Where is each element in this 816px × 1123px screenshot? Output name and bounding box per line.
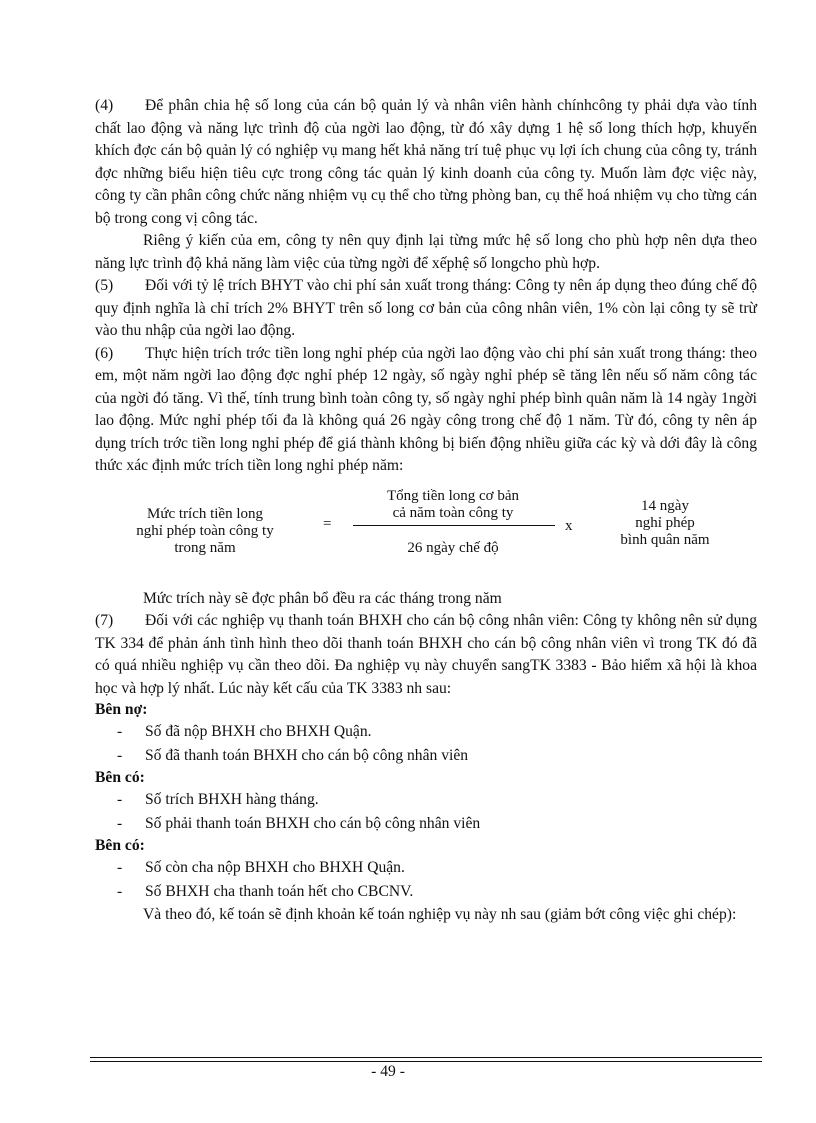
document-page xyxy=(95,95,757,927)
paragraph-7 xyxy=(95,610,757,700)
page-number: - 49 - xyxy=(371,1063,405,1080)
paragraph-text: Để phân chia hệ số long của cán bộ quản lý và nhân viên hành chínhcông ty phải dựa vào tính chất lao động và năng lực trình độ của ngời lao động, từ đó xây dựng 1 hệ số long thích hợp, khuyến khích đợc cán bộ quản lý có nghiệp vụ mang hết khả năng trí tuệ phục vụ lợi ích chung của công ty, tránh đợc những biểu hiện tiêu cực trong công tác quản lý kinh doanh của công ty. Muốn làm đợc việc này, công ty cần phân công chức năng nhiệm vụ cụ thể cho từng phòng ban, cụ thể hoá nhiệm vụ cho từng cán bộ trong cong vị công tác. xyxy=(95,97,757,227)
formula-denominator: 26 ngày chế độ xyxy=(407,539,499,556)
paragraph-6-allocation: Mức trích này sẽ đợc phân bổ đều ra các tháng trong năm xyxy=(143,589,502,607)
paragraph-number: (5) xyxy=(95,277,114,294)
list-item xyxy=(95,812,757,836)
section-heading-debit: Bên nợ: xyxy=(95,701,148,718)
paragraph-6 xyxy=(95,343,757,478)
bullet-dash: - xyxy=(117,791,123,808)
leave-pay-formula xyxy=(95,488,757,576)
section-heading-credit-balance: Bên có: xyxy=(95,837,145,854)
paragraph-5 xyxy=(95,275,757,343)
list-item-text: Số đã nộp BHXH cho BHXH Quận. xyxy=(145,723,372,740)
formula-left-line: nghỉ phép toàn công ty xyxy=(136,522,274,539)
list-item xyxy=(95,856,757,880)
formula-times-sign: x xyxy=(565,517,573,534)
footer-rule xyxy=(90,1061,762,1062)
paragraph-4-opinion: Riêng ý kiến của em, công ty nên quy định lại từng mức hệ số long cho phù hợp nên dựa theo năng lực trình độ khả năng làm việc của từng ngời để xếphệ số longcho phù hợp. xyxy=(95,232,757,272)
formula-right-line: bình quân năm xyxy=(620,531,710,548)
paragraph-number: (4) xyxy=(95,97,114,114)
formula-equals-sign: = xyxy=(323,515,332,532)
formula-numerator-line: cả năm toàn công ty xyxy=(392,504,514,521)
bullet-dash: - xyxy=(117,747,123,764)
formula-right-line: 14 ngày xyxy=(641,497,689,514)
list-item-text: Số trích BHXH hàng tháng. xyxy=(145,791,319,808)
list-item xyxy=(95,744,757,768)
formula-numerator-line: Tổng tiền long cơ bản xyxy=(386,487,520,504)
formula-left-term xyxy=(105,506,305,557)
section-heading-credit: Bên có: xyxy=(95,769,145,786)
bullet-dash: - xyxy=(117,883,123,900)
formula-right-term xyxy=(595,498,735,549)
closing-paragraph: Và theo đó, kế toán sẽ định khoản kế toán nghiệp vụ này nh sau (giảm bớt công việc ghi chép): xyxy=(143,906,737,923)
formula-left-line: Mức trích tiền long xyxy=(146,505,264,522)
paragraph-text: Đối với các nghiệp vụ thanh toán BHXH cho cán bộ công nhân viên: Công ty không nên sử dụng TK 334 để phản ánh tình hình theo dõi thanh toán BHXH cho cán bộ công nhân viên vì trong TK đó đã có quá nhiều nghiệp vụ cần theo dõi. Đa nghiệp vụ này chuyển sangTK 3383 - Bảo hiểm xã hội là khoa học và hợp lý nhất. Lúc này kết cấu của TK 3383 nh sau: xyxy=(95,612,757,697)
bullet-dash: - xyxy=(117,815,123,832)
paragraph-4 xyxy=(95,95,757,230)
formula-numerator xyxy=(353,488,553,522)
paragraph-text: Thực hiện trích trớc tiền long nghỉ phép của ngời lao động vào chi phí sản xuất trong tháng: theo em, một năm ngời lao động đợc nghỉ phép 12 ngày, số ngày nghỉ phép sẽ tăng lên nếu số năm công tác của ngời đó tăng. Vì thế, tính trung bình toàn công ty, số ngày nghỉ phép bình quân năm là 14 ngày 1ngời lao động. Mức nghỉ phép tối đa là không quá 26 ngày công trong chế độ 1 năm. Từ đó, công ty nên áp dụng trích trớc tiền long nghỉ phép để giá thành không bị biến động nhiều giữa các kỳ và dới đây là công thức xác định mức trích tiền long nghỉ phép năm: xyxy=(95,344,757,474)
paragraph-number: (6) xyxy=(95,344,114,362)
bullet-dash: - xyxy=(117,723,123,740)
list-item xyxy=(95,788,757,812)
formula-left-line: trong năm xyxy=(174,539,236,556)
bullet-dash: - xyxy=(117,859,123,876)
footer-rule xyxy=(90,1057,762,1058)
paragraph-number: (7) xyxy=(95,612,114,629)
list-item xyxy=(95,720,757,744)
formula-fraction-bar xyxy=(353,525,555,526)
list-item-text: Số đã thanh toán BHXH cho cán bộ công nhân viên xyxy=(145,747,469,764)
list-item xyxy=(95,880,757,904)
list-item-text: Số còn cha nộp BHXH cho BHXH Quận. xyxy=(145,859,405,876)
list-item-text: Số BHXH cha thanh toán hết cho CBCNV. xyxy=(145,883,414,900)
paragraph-text: Đối với tỷ lệ trích BHYT vào chi phí sản xuất trong tháng: Công ty nên áp dụng theo đúng chế độ quy định nghĩa là chỉ trích 2% BHYT trên số long cơ bản của công nhân viên, 1% còn lại công ty sẽ trừ vào thu nhập của ngời lao động. xyxy=(95,277,757,339)
formula-right-line: nghỉ phép xyxy=(635,514,695,531)
list-item-text: Số phải thanh toán BHXH cho cán bộ công nhân viên xyxy=(145,815,481,832)
